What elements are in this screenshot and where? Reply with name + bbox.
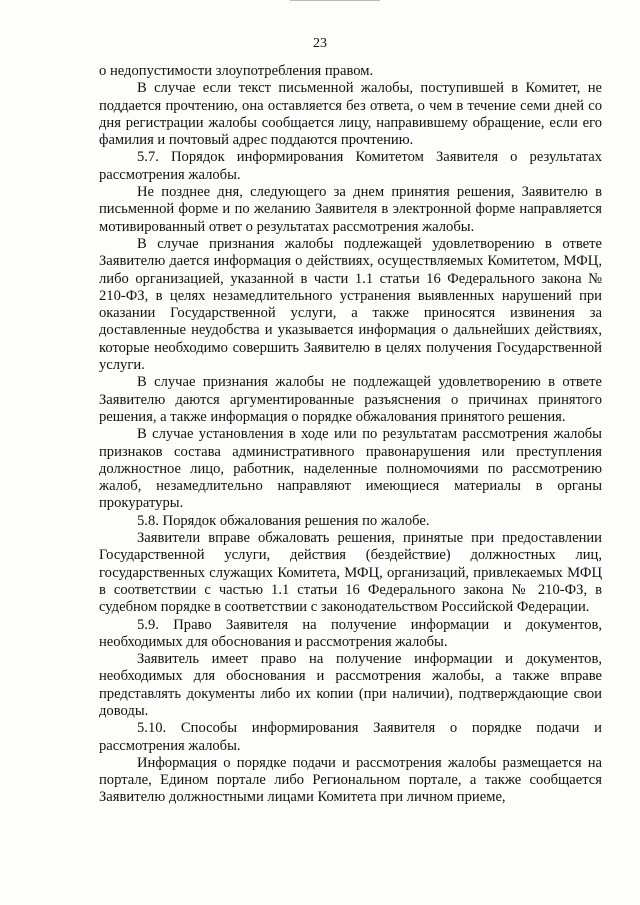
paragraph-2: В случае если текст письменной жалобы, поступившей в Комитет, не поддается прочтению, она оставляется без ответа, о чем в течение семи дней со дня регистрации жалобы сообщается лицу, направившему обращение, если его фамилия и почтовый адрес поддаются прочтению. <box>99 80 602 149</box>
paragraph-11: Заявитель имеет право на получение информации и документов, необходимых для обоснования и рассмотрения жалобы, а также вправе представлять документы либо их копии (при наличии), подтверждающие свои доводы. <box>99 651 602 719</box>
paragraph-6: В случае признания жалобы не подлежащей удовлетворению в ответе Заявителю даются аргументированные разъяснения о причинах принятого решения, а также информация о порядке обжалования принятого решения. <box>99 374 602 425</box>
section-5-10-heading: 5.10. Способы информирования Заявителя о порядке подачи и рассмотрения жалобы. <box>99 720 602 754</box>
paragraph-1: о недопустимости злоупотребления правом. <box>99 63 374 79</box>
section-5-8-heading: 5.8. Порядок обжалования решения по жалобе. <box>137 512 430 529</box>
top-edge-mark <box>290 0 380 4</box>
document-body <box>99 63 602 807</box>
paragraph-9: Заявители вправе обжаловать решения, принятые при предоставлении Государственной услуги, действия (бездействие) должностных лиц, государственных служащих Комитета, МФЦ, организаций, привлекаемых МФЦ в соответствии с частью 1.1 статьи 16 Федерального закона № 210-ФЗ, в судебном порядке в соответствии с законодательством Российской Федерации. <box>99 530 602 616</box>
paragraph-7: В случае установления в ходе или по результатам рассмотрения жалобы признаков состава административного правонарушения или преступления должностное лицо, работник, наделенные полномочиями по рассмотрению жалоб, незамедлительно направляют имеющиеся материалы в органы прокуратуры. <box>99 426 602 512</box>
section-5-9-heading: 5.9. Право Заявителя на получение информации и документов, необходимых для обоснования и рассмотрения жалобы. <box>99 616 602 650</box>
paragraph-13: Информация о порядке подачи и рассмотрения жалобы размещается на портале, Едином портале либо Региональном портале, а также сообщается Заявителю должностными лицами Комитета при личном приеме, <box>99 754 602 806</box>
paragraph-5: В случае признания жалобы подлежащей удовлетворению в ответе Заявителю дается информация о действиях, осуществляемых Комитетом, МФЦ, либо организацией, указанной в части 1.1 статьи 16 Федерального закона № 210-ФЗ, в целях незамедлительного устранения выявленных нарушений при оказании Государственной услуги, а также приносятся извинения за доставленные неудобства и указывается информация о дальнейших действиях, которые необходимо совершить Заявителю в целях получения Государственной услуги. <box>99 235 602 374</box>
paragraph-4: Не позднее дня, следующего за днем принятия решения, Заявителю в письменной форме и по желанию Заявителя в электронной форме направляется мотивированный ответ о результатах рассмотрения жалобы. <box>99 184 602 235</box>
page-number: 23 <box>313 36 327 51</box>
section-5-7-heading: 5.7. Порядок информирования Комитетом Заявителя о результатах рассмотрения жалобы. <box>99 149 602 183</box>
